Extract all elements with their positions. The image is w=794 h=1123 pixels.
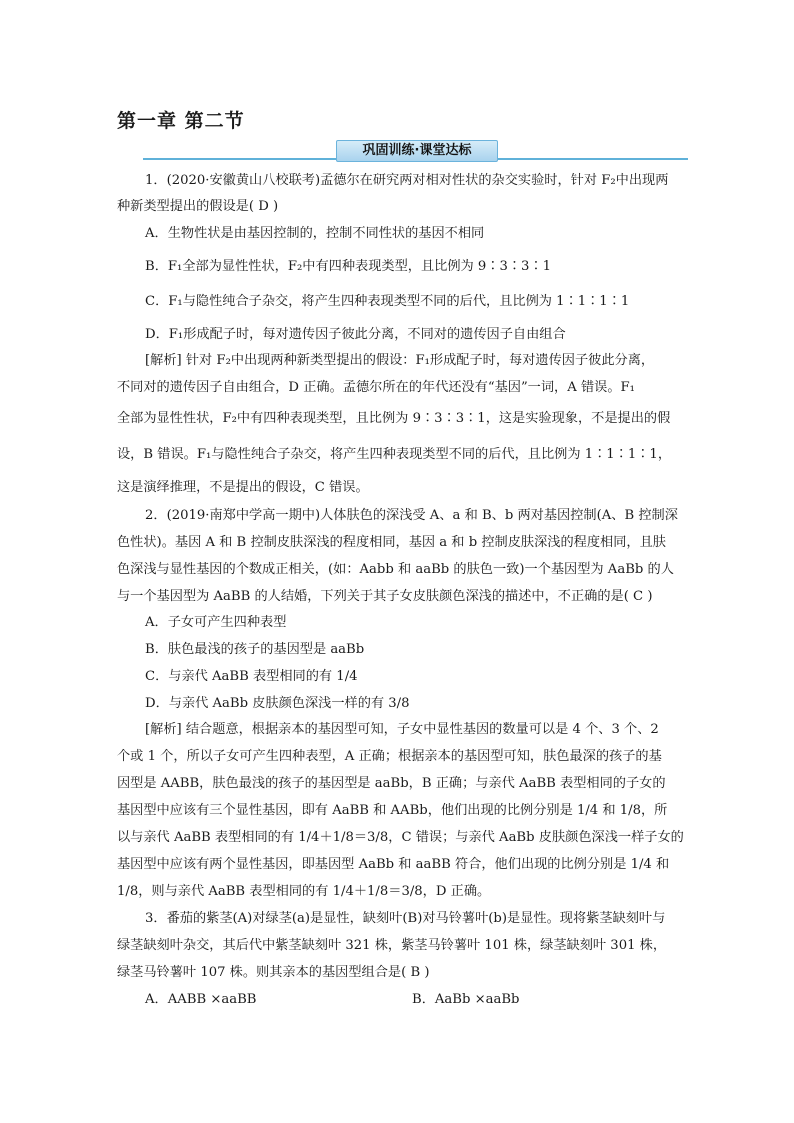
- q1-analysis-line: 不同对的遗传因子自由组合，D 正确。孟德尔所在的年代还没有“基因”一词，A 错误。F₁: [117, 380, 635, 395]
- q1-analysis-line: 这是演绎推理，不是提出的假设，C 错误。: [117, 480, 369, 495]
- q3-option-a: A．AABB ×aaBB: [145, 992, 257, 1007]
- section-badge: 巩固训练·课堂达标: [336, 140, 498, 162]
- q1-analysis-line: 全部为显性性状，F₂中有四种表现类型，且比例为 9∶3∶3∶1，这是实验现象，不是提出的假: [117, 411, 671, 426]
- q2-stem-line: 2．(2019·南郑中学高一期中)人体肤色的深浅受 A、a 和 B、b 两对基因控制(A、B 控制深: [145, 508, 678, 523]
- q2-option-b: B．肤色最浅的孩子的基因型是 aaBb: [145, 642, 365, 657]
- q2-option-c: C．与亲代 AaBB 表型相同的有 1/4: [145, 669, 358, 684]
- q2-analysis-line: 基因型中应该有两个显性基因，即基因型 AaBb 和 aaBB 符合，他们出现的比例分别是 1/4 和: [117, 857, 670, 872]
- q3-stem-line: 绿茎马铃薯叶 107 株。则其亲本的基因型组合是( B ): [117, 965, 430, 980]
- q3-stem-line: 3．番茄的紫茎(A)对绿茎(a)是显性，缺刻叶(B)对马铃薯叶(b)是显性。现将紫茎缺刻叶与: [145, 911, 666, 926]
- q1-option-c: C．F₁与隐性纯合子杂交，将产生四种表现类型不同的后代，且比例为 1∶1∶1∶1: [145, 294, 630, 309]
- q2-option-d: D．与亲代 AaBb 皮肤颜色深浅一样的有 3/8: [145, 696, 410, 711]
- q1-option-a: A．生物性状是由基因控制的，控制不同性状的基因不相同: [145, 226, 485, 241]
- q2-analysis-line: 基因型中应该有三个显性基因，即有 AaBB 和 AABb，他们出现的比例分别是 1/4 和 1/8，所: [117, 803, 668, 818]
- q2-stem-line: 与一个基因型为 AaBB 的人结婚，下列关于其子女皮肤颜色深浅的描述中，不正确的是( C ): [117, 589, 653, 604]
- q1-analysis-line: [解析] 针对 F₂中出现两种新类型提出的假设：F₁形成配子时，每对遗传因子彼此分离，: [145, 353, 655, 368]
- q2-analysis-line: 因型是 AABB，肤色最浅的孩子的基因型是 aaBb，B 正确；与亲代 AaBB 表型相同的子女的: [117, 776, 666, 791]
- q2-analysis-line: [解析] 结合题意，根据亲本的基因型可知，子女中显性基因的数量可以是 4 个、3 个、2: [145, 722, 659, 737]
- q1-option-b: B．F₁全部为显性性状，F₂中有四种表现类型，且比例为 9∶3∶3∶1: [145, 259, 552, 274]
- chapter-title: 第一章 第二节: [117, 110, 245, 132]
- q1-stem-line: 1．(2020·安徽黄山八校联考)孟德尔在研究两对相对性状的杂交实验时，针对 F₂中出现两: [145, 173, 669, 188]
- q2-analysis-line: 以与亲代 AaBB 表型相同的有 1/4＋1/8＝3/8，C 错误；与亲代 AaBb 皮肤颜色深浅一样子女的: [117, 830, 684, 845]
- q1-analysis-line: 设，B 错误。F₁与隐性纯合子杂交，将产生四种表现类型不同的后代，且比例为 1∶1∶1∶1，: [117, 447, 672, 462]
- q2-analysis-line: 1/8，则与亲代 AaBB 表型相同的有 1/4＋1/8＝3/8，D 正确。: [117, 884, 491, 899]
- q3-option-b: B．AaBb ×aaBb: [412, 992, 520, 1007]
- q2-option-a: A．子女可产生四种表型: [145, 615, 287, 630]
- q2-stem-line: 色深浅与显性基因的个数成正相关，(如：Aabb 和 aaBb 的肤色一致)一个基因型为 AaBb 的人: [117, 562, 674, 577]
- q2-analysis-line: 个或 1 个，所以子女可产生四种表型，A 正确；根据亲本的基因型可知，肤色最深的孩子的基: [117, 749, 662, 764]
- q1-stem-line: 种新类型提出的假设是( D ): [117, 199, 279, 214]
- section-header: [143, 140, 688, 162]
- q1-option-d: D．F₁形成配子时，每对遗传因子彼此分离，不同对的遗传因子自由组合: [145, 327, 566, 342]
- q2-stem-line: 色性状)。基因 A 和 B 控制皮肤深浅的程度相同，基因 a 和 b 控制皮肤深浅的程度相同，且肤: [117, 535, 666, 550]
- q3-stem-line: 绿茎缺刻叶杂交，其后代中紫茎缺刻叶 321 株，紫茎马铃薯叶 101 株，绿茎缺刻叶 301 株，: [117, 938, 667, 953]
